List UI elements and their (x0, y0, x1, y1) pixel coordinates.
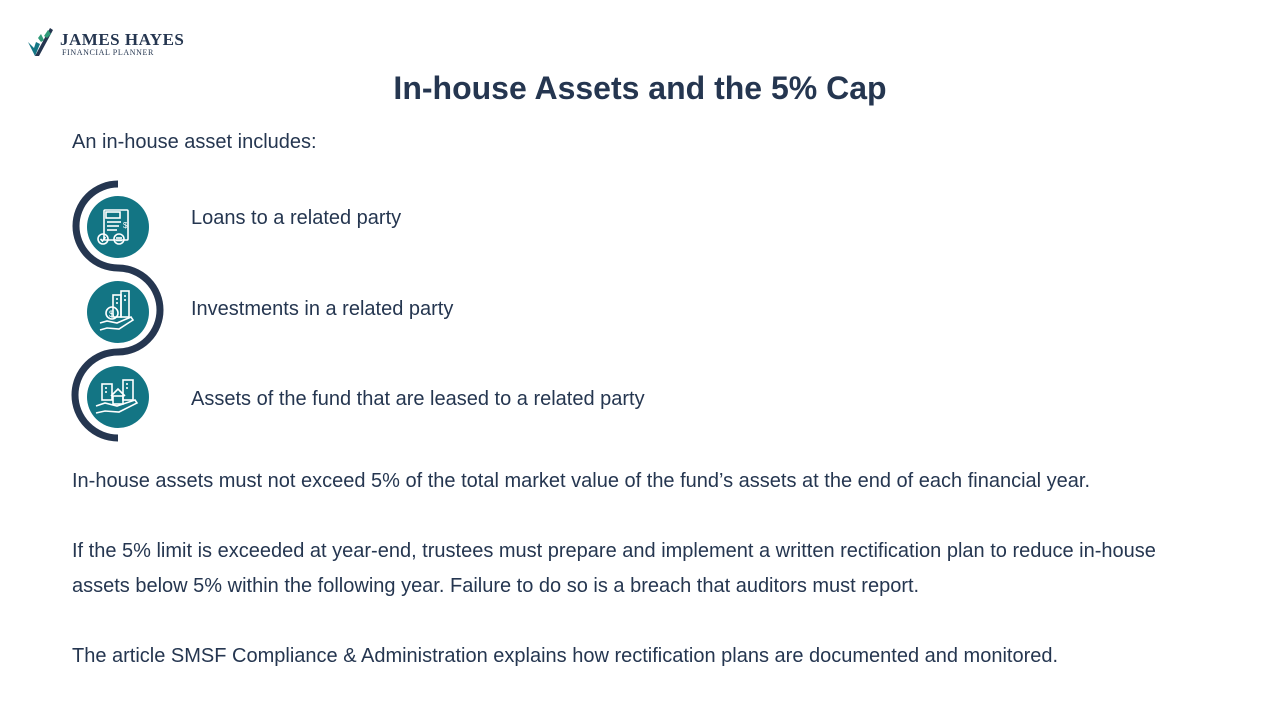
investment-icon-badge (87, 281, 149, 343)
item-loans-label: Loans to a related party (191, 207, 402, 229)
logo-name: JAMES HAYES (60, 30, 185, 49)
svg-text:$: $ (123, 221, 128, 230)
loan-document-icon (87, 196, 149, 258)
cap-rule-paragraph: In-house assets must not exceed 5% of the total market value of the fund’s assets at the end of each financial year. (72, 470, 1091, 492)
logo-subtitle: FINANCIAL PLANNER (62, 48, 154, 57)
investment-hand-coin-icon (87, 281, 149, 343)
loan-icon-badge (87, 196, 149, 258)
article-reference-paragraph: The article SMSF Compliance & Administration explains how rectification plans are documented and monitored. (72, 645, 1059, 667)
leased-asset-icon-badge (87, 366, 149, 428)
item-leased-assets-label: Assets of the fund that are leased to a related party (191, 388, 645, 410)
svg-text:$: $ (109, 309, 115, 319)
leased-property-icon (87, 366, 149, 428)
intro-text: An in-house asset includes: (72, 131, 317, 153)
item-investments-label: Investments in a related party (191, 298, 454, 320)
rectification-paragraph: If the 5% limit is exceeded at year-end, trustees must prepare and implement a written rectification plan to reduce in-house assets below 5% within the following year. Failure to do so is a breach that auditors must report. (72, 540, 1156, 597)
page-title: In-house Assets and the 5% Cap (393, 70, 887, 106)
